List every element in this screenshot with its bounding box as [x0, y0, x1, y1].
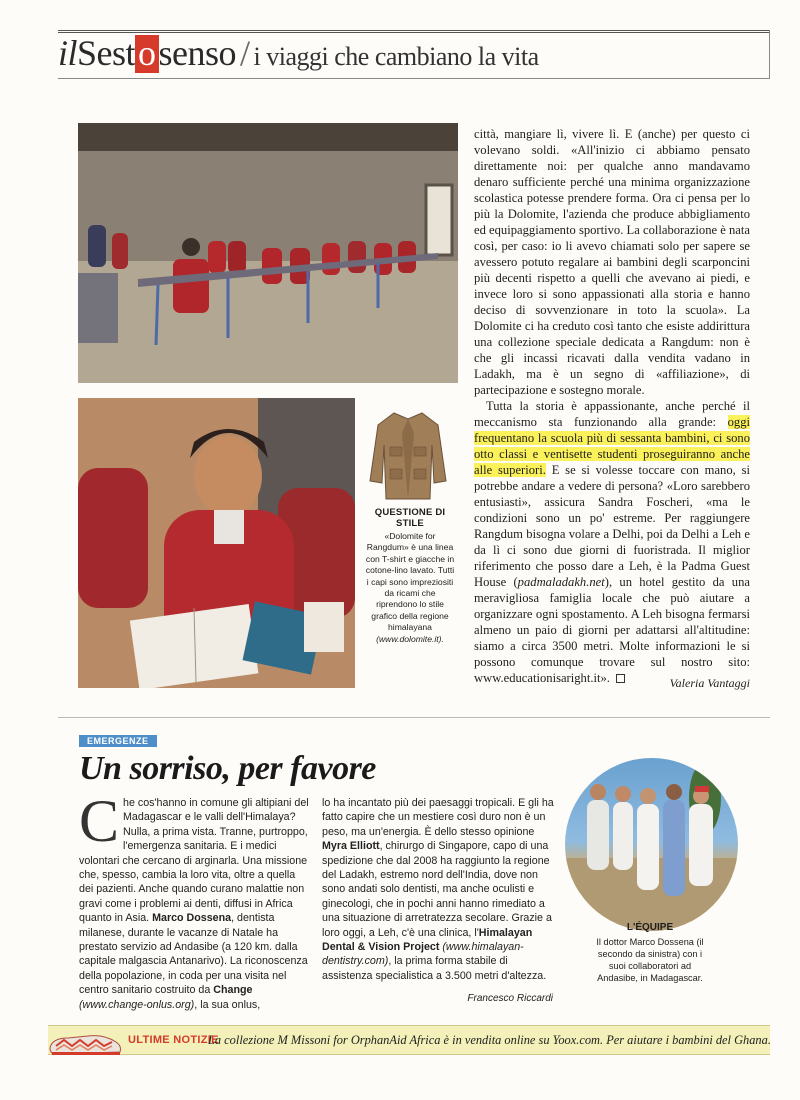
p2-end: ), un hotel gestito da una meravigliosa famiglia locale che può aiutare a organizzare ogni spostamento. A Leh bisogna fermarsi almeno un paio di giorni per adattarsi all'altitudine: siamo a circa 3500 metri. Molte informazioni le si possono comunque trovare sul nostro sito: www.educationisaright.it». [474, 575, 750, 685]
article-author: Valeria Vantaggi [669, 676, 750, 690]
c2-text-a: lo ha incantato più dei paesaggi tropicali. E gli ha fatto capire che un mestiere così duro non è un peso, ma un'energia. È dello stesso opinione [322, 797, 554, 838]
caption-equipe-title: L'ÉQUIPE [626, 922, 674, 933]
p2-after: E se si volesse toccare con mano, si potrebbe andare a vedere di persona? «Loro sarebbero entusiasti», assicura Sandra Foscheri, «ma le condizioni sono un po' estreme. Per raggiungere Rangdum bisogna volare a Delhi, poi da Delhi a Leh e da lì ci sono due giorni di fuoristrada. Il miglior riferimento che posso dare a Leh, è la Padma Guest House ( [474, 463, 750, 589]
classroom-photo [78, 123, 458, 383]
caption-equipe [590, 921, 710, 984]
banner-text: La collezione M Missoni for OrphanAid Africa è in vendita online su Yoox.com. Per aiutare i bambini del Ghana. [208, 1033, 771, 1047]
c2-text-c: , la prima forma stabile di assistenza specialistica a 3.500 metri d'altezza. [322, 955, 547, 982]
c1-name: Marco Dossena [152, 912, 232, 925]
c2-name: Myra Elliott [322, 840, 380, 853]
article-column [474, 126, 750, 686]
emergenze-column-1 [79, 788, 312, 1012]
c1-org: Change [213, 984, 253, 997]
emergenze-headline: Un sorriso, per favore [79, 750, 376, 787]
c1-text-a: he cos'hanno in comune gli altipiani del Madagascar e le valli dell'Himalaya? Nulla, a prima vista. Tranne, purtroppo, l'emergenza sanitaria. E i medici volontari che cercano di arginarla. Una missione che, spesso, cambia la loro vita, oltre a quella dei pazienti. Anche quando curano malattie non gravi come i problemi ai denti, diffusi in Africa quanto in Asia. [79, 797, 309, 925]
title-slash: / [240, 33, 250, 73]
section-subtitle: i viaggi che cambiano la vita [253, 42, 539, 71]
caption-stile-title: QUESTIONE DI STILE [374, 507, 446, 529]
title-senso: senso [158, 33, 237, 73]
jacket-icon [368, 407, 448, 503]
section-title [58, 32, 539, 74]
header-rule-bottom [58, 78, 770, 79]
emergenze-author: Francesco Riccardi [467, 993, 553, 1004]
equipe-photo [565, 758, 738, 931]
drop-cap: C [79, 788, 120, 854]
caption-equipe-body: Il dottor Marco Dossena (il secondo da sinistra) con i suoi collaboratori ad Andasibe, in Madagascar. [596, 937, 704, 983]
highlighted-text: oggi frequentano la scuola più di sessanta bambini, ci sono otto classi e ventisette studenti proseguiranno anche alle superiori. [474, 415, 750, 477]
caption-stile-text: «Dolomite for Rangdum» è una linea con T-shirt e giacche in cotone-lino lavato. Tutti i capi sono impreziositi da ricami che riprendono lo stile grafico della regione himalayana [365, 531, 455, 633]
c1-text-c: , la sua onlus, [194, 998, 261, 1011]
p2-before: Tutta la storia è appassionante, anche perché il meccanismo sta funzionando alla grande: [474, 399, 750, 429]
c1-text-b: , dentista milanese, durante le vacanze di Natale ha prestato servizio ad Andasibe (a 120 km. dalla capitale malgascia Antanarivo). La riconoscenza della popolazione, in coda per una visita nel centro sanitario costruito da [79, 912, 308, 997]
section-divider [58, 717, 770, 718]
header-rule-right [769, 30, 770, 79]
emergenze-column-2 [322, 796, 555, 983]
shoe-icon [48, 1030, 124, 1056]
change-link[interactable]: (www.change-onlus.org) [79, 998, 195, 1011]
c2-text-b: , chirurgo di Singapore, capo di una spedizione che dal 2008 ha raggiunto la regione del Ladakh, estremo nord dell'India, dove non sono andati solo dentisti, ma anche oculisti e ginecologi, che in pochi anni hanno rimediato a una situazione di arretratezza secolare. Grazie a loro oggi, a Leh, c'è una clinica, l' [322, 840, 552, 939]
article-paragraph-2 [474, 398, 750, 686]
banner-label: ULTIME NOTIZIE [128, 1034, 219, 1046]
title-il: il [58, 33, 78, 73]
boy-illustration [78, 398, 355, 688]
jacket-image [368, 407, 448, 503]
article-paragraph-1: città, mangiare lì, vivere lì. E (anche) per questo ci volevano soldi. «All'inizio ci abbiamo pensato direttamente noi: per qualche anno mandavamo denaro sufficiente perché una minima organizzazione scolastica potesse prendere forma. Ora ci pensa per lo più la Dolomite, l'azienda che produce abbigliamento ed equipaggiamento sportivo. La collaborazione è nata così, per caso: io li avevo chiamati solo per sapere se avessero potuto regalare ai bambini degli scarponcini più decenti rispetto a quelli che avevano ai piedi, e invece loro si sono appassionati alla storia e hanno deciso di sovvenzionare in toto la scuola». La Dolomite ci ha creduto così tanto che esiste addirittura una collezione speciale dedicata a Rangdum: non è che gli incassi ricavati dalla vendita vadano in Ladakh, ma è un segno di «affiliazione», di partecipazione e sostegno morale. [474, 127, 750, 397]
caption-stile-body [364, 531, 456, 645]
padma-link[interactable]: padmaladakh.net [517, 575, 605, 589]
himalayan-link[interactable]: (www.himalayan-dentistry.com) [322, 941, 524, 968]
caption-questione-di-stile [364, 507, 456, 645]
c2-org: Himalayan Dental & Vision Project [322, 926, 533, 954]
section-header [58, 30, 770, 80]
news-banner [48, 1025, 770, 1055]
title-sesto: Sest [77, 33, 136, 73]
dolomite-link[interactable]: (www.dolomite.it). [376, 633, 444, 644]
boy-photo [78, 398, 355, 688]
classroom-illustration [78, 123, 458, 383]
emergenze-tag: EMERGENZE [79, 735, 157, 747]
title-o-box: o [135, 35, 159, 73]
equipe-illustration [565, 758, 738, 931]
